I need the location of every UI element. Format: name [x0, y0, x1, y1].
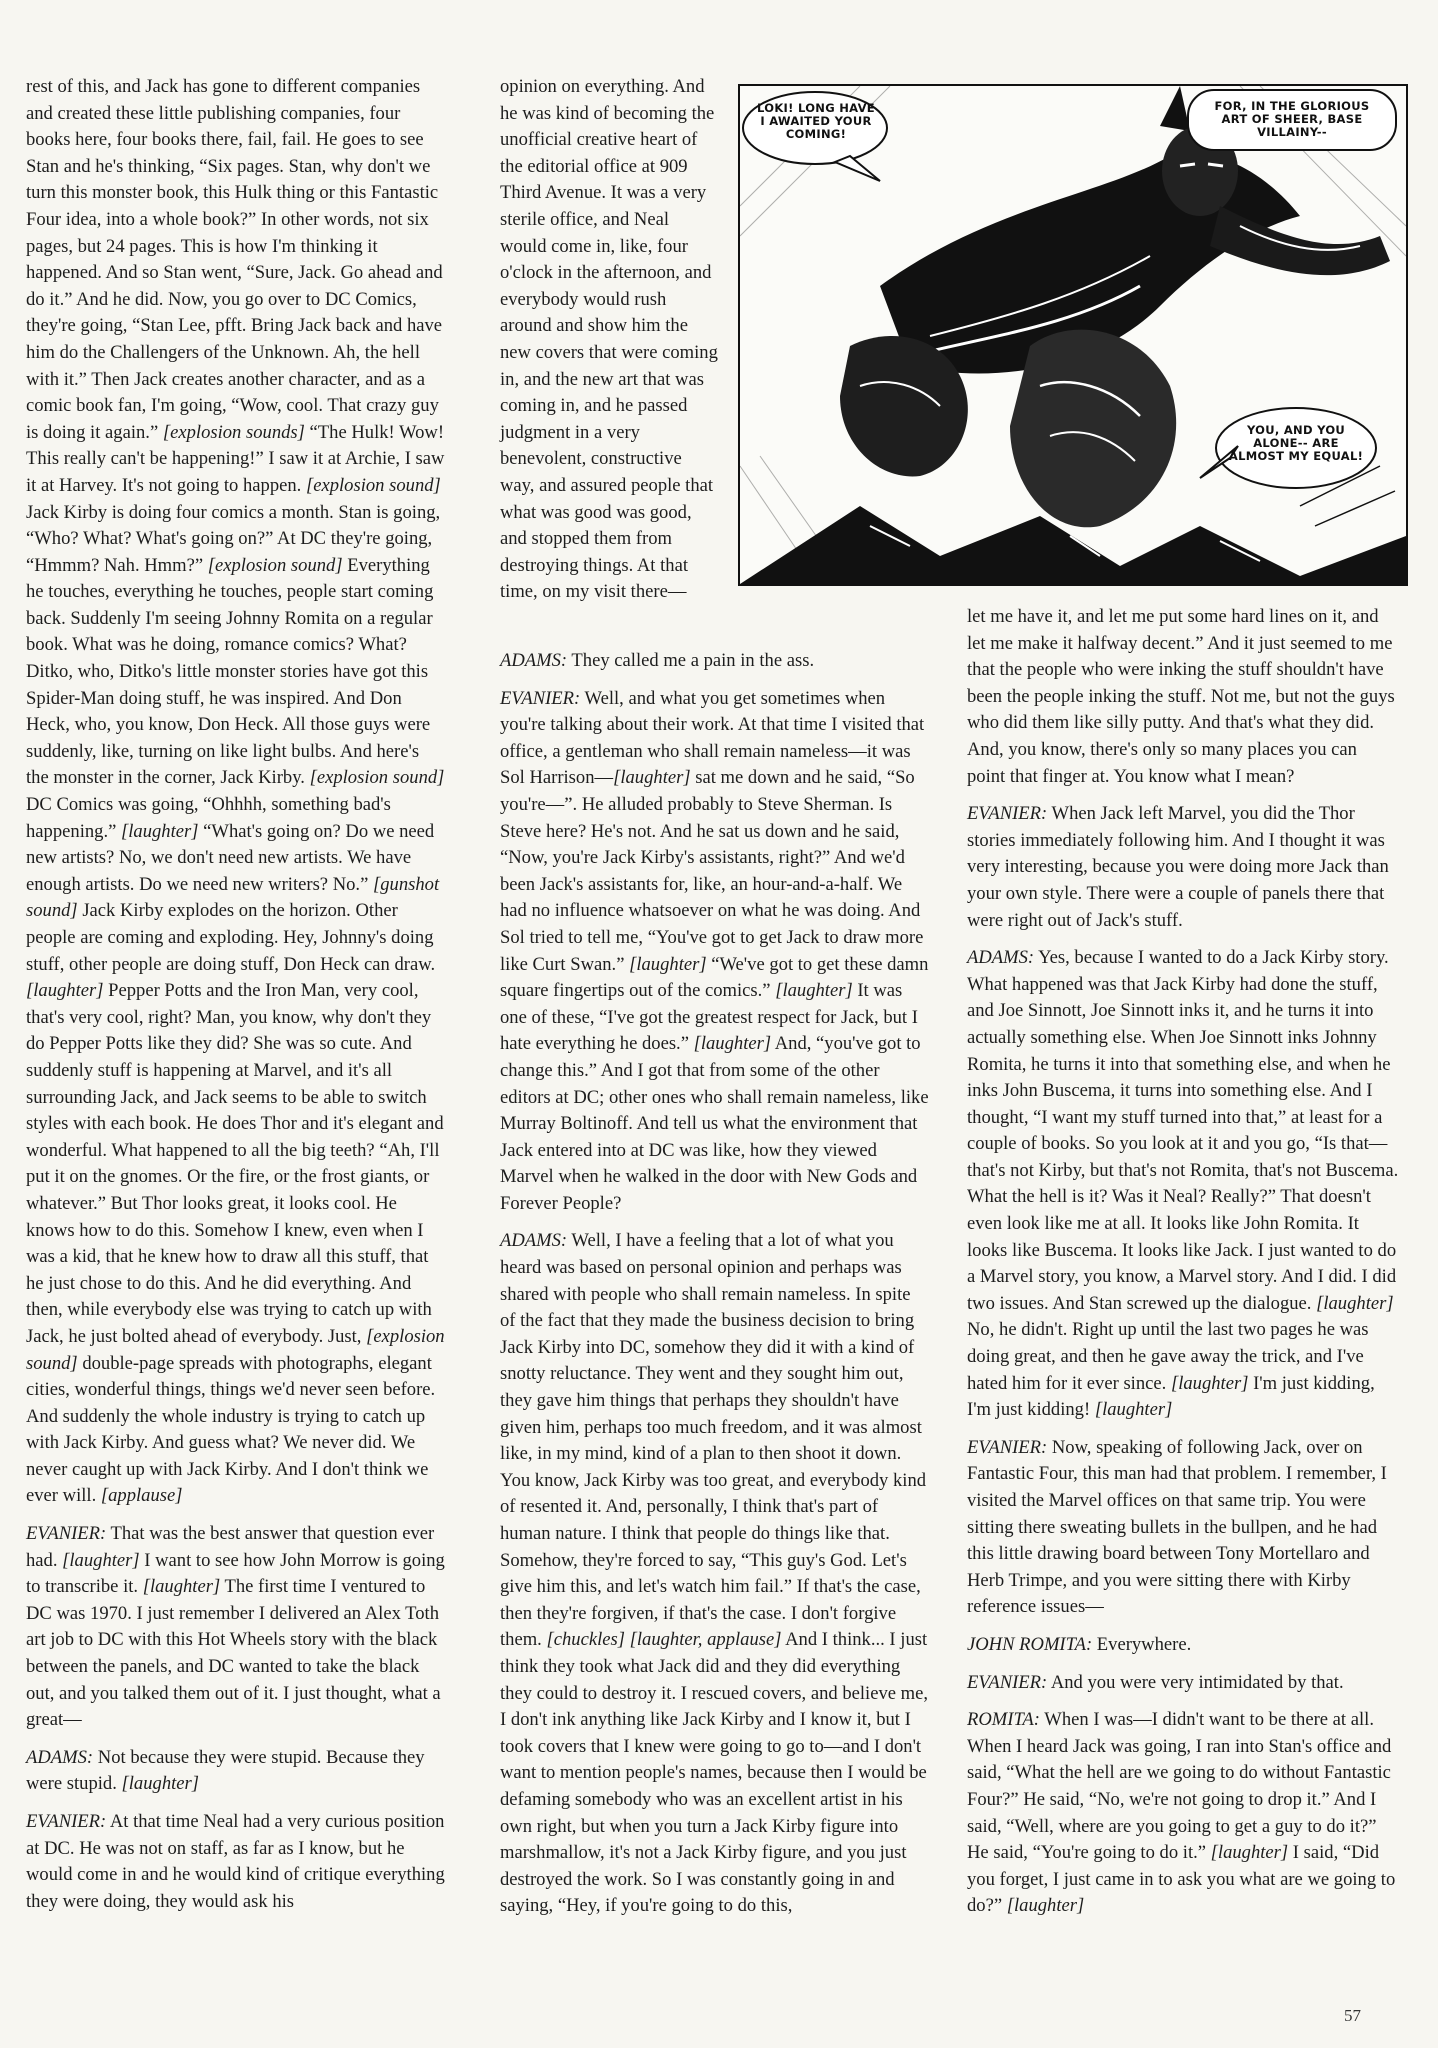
comic-panel: [738, 84, 1408, 586]
paragraph: EVANIER: When Jack left Marvel, you did the Thor stories immediately following him. And I thought it was very interesting, because you were doing more Jack than your own style. There were a couple of panels there that were right out of Jack's stuff.: [967, 803, 1389, 931]
comic-art-illustration: [740, 86, 1406, 584]
page-number: 57: [1344, 2006, 1361, 2025]
paragraph: rest of this, and Jack has gone to different companies and created these little publishing companies, four books here, four books there, fail, fail. He goes to see Stan and he's thinking, “Six pages. Stan, why don't we turn this monster book, this Hulk thing or this Fantastic Four idea, into a whole book?” In other words, not six pages, but 24 pages. This is how I'm thinking it happened. And so Stan went, “Sure, Jack. Go ahead and do it.” And he did. Now, you go over to DC Comics, they're going, “Stan Lee, pfft. Bring Jack back and have him do the Challengers of the Unknown. Ah, the hell with it.” Then Jack creates another character, and as a comic book fan, I'm going, “Wow, cool. That crazy guy is doing it again.” [explosion sounds] “The Hulk! Wow! This really can't be happening!” I saw it at Archie, I saw it at Harvey. It's not going to happen. [explosion sound] Jack Kirby is doing four comics a month. Stan is going, “Who? What? What's going on?” At DC they're going, “Hmmm? Nah. Hmm?” [explosion sound] Everything he touches, everything he touches, people start coming back. Suddenly I'm seeing Johnny Romita on a regular book. What was he doing, romance comics? What? Ditko, who, Ditko's little monster stories have got this Spider-Man doing stuff, he was inspired. And Don Heck, who, you know, Don Heck. All those guys were suddenly, like, turning on like light bulbs. And here's the monster in the corner, Jack Kirby. [explosion sound] DC Comics was going, “Ohhhh, something bad's happening.” [laughter] “What's going on? Do we need new artists? No, we don't need new artists. We have enough artists. Do we need new writers? No.” [gunshot sound] Jack Kirby explodes on the horizon. Other people are coming and exploding. Hey, Johnny's doing stuff, other people are doing stuff, Don Heck can draw. [laughter] Pepper Potts and the Iron Man, very cool, that's very cool, right? Man, you know, why don't they do Pepper Potts like they did? She was so cute. And suddenly stuff is happening at Marvel, and it's all surrounding Jack, and Jack seems to be able to switch styles with each book. He does Thor and it's elegant and wonderful. What happened to all the big teeth? “Ah, I'll put it on the gnomes. Or the fire, or the frost giants, or whatever.” But Thor looks great, it looks cool. He knows how to do this. Somehow I knew, even when I was a kid, that he knew how to draw all this stuff, that he just chose to do this. And he did everything. And then, while everybody else was trying to catch up with Jack, he just bolted ahead of everybody. Just, [explosion sound] double-page spreads with photographs, elegant cities, wonderful things, things we'd never seen before. And suddenly the whole industry is trying to catch up with Jack Kirby. And guess what? We never did. We never caught up with Jack Kirby. And I don't think we ever will. [applause]: [26, 76, 445, 1507]
paragraph: EVANIER: At that time Neal had a very curious position at DC. He was not on staff, as far as I know, but he would come in and he would kind of critique everything they were doing, they would ask his: [26, 1811, 445, 1912]
column-left: [26, 74, 446, 1926]
paragraph: EVANIER: Well, and what you get sometimes when you're talking about their work. At that time I visited that office, a gentleman who shall remain nameless—it was Sol Harrison—[laughter] sat me down and he said, “So you're—”. He alluded probably to Steve Sherman. Is Steve here? He's not. And he sat us down and he said, “Now, you're Jack Kirby's assistants, right?” And we'd been Jack's assistants for, like, an hour-and-a-half. We had no influence whatsoever on what he was doing. And Sol tried to tell me, “You've got to get Jack to draw more like Curt Swan.” [laughter] “We've got to get these damn square fingertips out of the comics.” [laughter] It was one of these, “I've got the greatest respect for Jack, but I hate everything he does.” [laughter] And, “you've got to change this.” And I got that from some of the other editors at DC; other ones who shall remain nameless, like Murray Boltinoff. And tell us what the environment that Jack entered into at DC was like, how they viewed Marvel when he walked in the door with New Gods and Forever People?: [500, 687, 929, 1214]
column-middle-top: [500, 74, 718, 617]
paragraph: let me have it, and let me put some hard lines on it, and let me make it halfway decent.” And it just seemed to me that the people who were inking the stuff shouldn't have been the people inking the stuff. Not me, but not the guys who did them like silly putty. And that's what they did. And, you know, there's only so many places you can point that finger at. You know what I mean?: [967, 606, 1395, 787]
caption-right: FOR, IN THE GLORIOUS ART OF SHEER, BASE VILLAINY--: [1214, 99, 1370, 139]
speech-balloon-bottom: YOU, AND YOU ALONE-- ARE ALMOST MY EQUAL!: [1228, 423, 1364, 463]
paragraph: EVANIER: That was the best answer that question ever had. [laughter] I want to see how John Morrow is going to transcribe it. [laughter] The first time I ventured to DC was 1970. I just remember I delivered an Alex Toth art job to DC with this Hot Wheels story with the black between the panels, and DC wanted to take the black out, and you talked them out of it. I just thought, what a great—: [26, 1523, 445, 1731]
paragraph: ROMITA: When I was—I didn't want to be there at all. When I heard Jack was going, I ran into Stan's office and said, “What the hell are we going to do without Fantastic Four?” He said, “No, we're not going to drop it.” And I said, “Well, where are you going to get a guy to do it?” He said, “You're going to do it.” [laughter] I said, “Did you forget, I just came in to ask you what are we going to do?” [laughter]: [967, 1709, 1396, 1917]
paragraph: opinion on everything. And he was kind of becoming the unofficial creative heart of the editorial office at 909 Third Avenue. It was a very sterile office, and Neal would come in, like, four o'clock in the afternoon, and everybody would rush around and show him the new covers that were coming in, and the new art that was coming in, and he passed judgment in a very benevolent, constructive way, and assured people that what was good was good, and stopped them from destroying things. At that time, on my visit there—: [500, 76, 718, 603]
column-right: [967, 604, 1399, 1931]
speech-balloon-left: LOKI! LONG HAVE I AWAITED YOUR COMING!: [757, 101, 875, 141]
paragraph: ADAMS: Yes, because I wanted to do a Jack Kirby story. What happened was that Jack Kirby had done the stuff, and Joe Sinnott, Joe Sinnott inks it, and he turns it into actually something else. When Joe Sinnott inks Johnny Romita, he turns it into that something else, and when he inks John Buscema, it turns into something else. And I thought, “I want my stuff turned into that,” at least for a couple of books. So you look at it and you go, “Is that—that's not Kirby, but that's not Romita, that's not Buscema. What the hell is it? Was it Neal? Really?” That doesn't even look like me at all. It looks like John Romita. It looks like Buscema. It looks like Jack. I just wanted to do a Marvel story, you know, a Marvel story. And I did. I did two issues. And Stan screwed up the dialogue. [laughter] No, he didn't. Right up until the last two pages he was doing great, and then he gave away the trick, and I've hated him for it ever since. [laughter] I'm just kidding, I'm just kidding! [laughter]: [967, 947, 1399, 1421]
paragraph: ADAMS: Not because they were stupid. Because they were stupid. [laughter]: [26, 1746, 425, 1795]
column-middle: [500, 648, 930, 1931]
paragraph: EVANIER: And you were very intimidated by that.: [967, 1671, 1344, 1693]
paragraph: ADAMS: They called me a pain in the ass.: [500, 650, 815, 671]
paragraph: EVANIER: Now, speaking of following Jack, over on Fantastic Four, this man had that problem. I remember, I visited the Marvel offices on that same trip. You were sitting there sweating bullets in the bullpen, and he had this little drawing board between Tony Mortellaro and Herb Trimpe, and you were sitting there with Kirby reference issues—: [967, 1436, 1387, 1618]
paragraph: ADAMS: Well, I have a feeling that a lot of what you heard was based on personal opinion and perhaps was shared with people who shall remain nameless. In spite of the fact that they made the business decision to bring Jack Kirby into DC, somehow they did it with a kind of snotty reluctance. They went and they sought him out, they gave him things that perhaps they shouldn't have given him, perhaps too much freedom, and it was almost like, in my mind, kind of a plan to then shoot it down. You know, Jack Kirby was too great, and everybody kind of resented it. And, personally, I think that's part of human nature. I think that people do things like that. Somehow, they're forced to say, “This guy's God. Let's give him this, and let's watch him fail.” If that's the case, then they're forgiven, if that's the case. I don't forgive them. [chuckles] [laughter, applause] And I think... I just think they took what Jack did and they did everything they could to destroy it. I rescued covers, and believe me, I don't ink anything like Jack Kirby and I know it, but I took covers that I knew were going to go to—and I don't want to mention people's names, because then I would be defaming somebody who was an excellent artist in his own right, but when you turn a Jack Kirby figure into marshmallow, it's not a Jack Kirby figure, and you just destroyed the work. So I was constantly going in and saying, “Hey, if you're going to do this,: [500, 1230, 929, 1917]
paragraph: JOHN ROMITA: Everywhere.: [967, 1633, 1192, 1655]
